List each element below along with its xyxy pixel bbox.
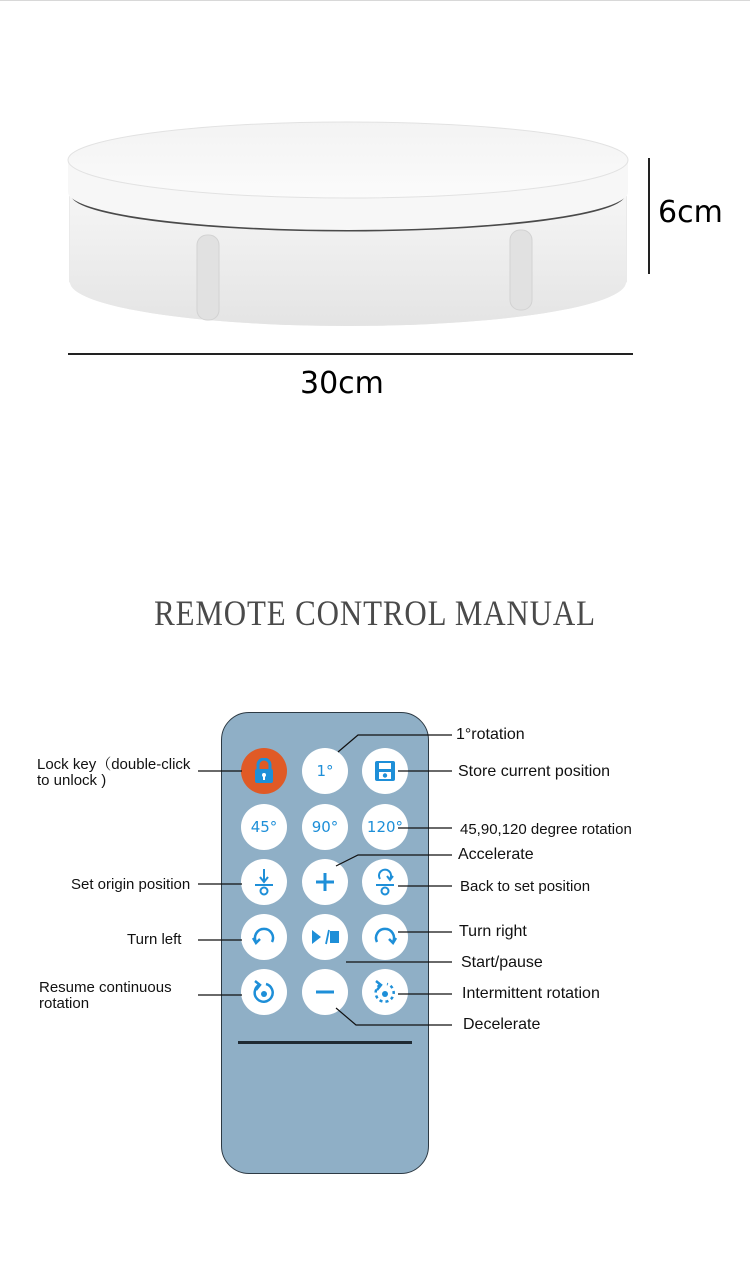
turn-right-label: Turn right	[459, 923, 527, 940]
resume-continuous-label-line2: rotation	[39, 995, 90, 1012]
lock-key-label-line2: to unlock )	[37, 772, 107, 789]
rotate-120-button[interactable]: 120°	[362, 804, 408, 850]
back-to-set-label: Back to set position	[460, 878, 591, 895]
one-degree-rotation-label: 1°rotation	[456, 726, 525, 743]
lock-key-label: Lock key（double-click	[37, 756, 191, 773]
store-position-label: Store current position	[458, 763, 611, 780]
intermittent-rotation-label: Intermittent rotation	[462, 985, 600, 1002]
width-label: 30cm	[300, 366, 384, 401]
manual-title: REMOTE CONTROL MANUAL	[154, 593, 596, 633]
one-degree-button[interactable]: 1°	[302, 748, 348, 794]
accelerate-label: Accelerate	[458, 846, 534, 863]
turn-left-label: Turn left	[127, 931, 182, 948]
resume-continuous-label: Resume continuous	[39, 979, 172, 996]
rotate-45-button[interactable]: 45°	[241, 804, 287, 850]
start-pause-label: Start/pause	[461, 954, 543, 971]
set-origin-label: Set origin position	[71, 876, 191, 893]
degree-rotation-label: 45,90,120 degree rotation	[460, 821, 632, 838]
rotate-90-button[interactable]: 90°	[302, 804, 348, 850]
height-label: 6cm	[658, 195, 723, 230]
decelerate-label: Decelerate	[463, 1016, 541, 1033]
